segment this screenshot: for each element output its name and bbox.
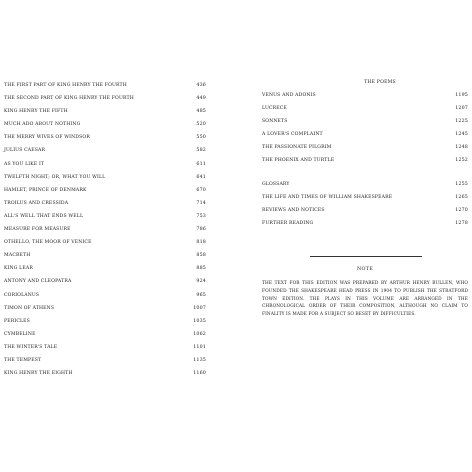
toc-entry — [4, 368, 206, 381]
back-matter-page: 1270 — [455, 207, 468, 213]
toc-entry — [4, 198, 206, 211]
toc-entry-title: THE SECOND PART OF KING HENRY THE FOURTH — [4, 96, 134, 102]
toc-entry — [4, 185, 206, 198]
contents-right-column — [262, 80, 468, 231]
poem-entry — [262, 142, 468, 155]
toc-entry — [4, 172, 206, 185]
poem-entry — [262, 116, 468, 129]
poem-entry-title: A LOVER'S COMPLAINT — [262, 132, 323, 138]
back-matter-entry — [262, 192, 468, 205]
toc-entry-page: 582 — [196, 148, 206, 154]
note-divider-rule — [310, 256, 422, 257]
poem-entry-title: SONNETS — [262, 119, 288, 125]
poem-entry-page: 1248 — [455, 145, 468, 151]
back-matter-page: 1255 — [455, 181, 468, 187]
toc-entry-page: 436 — [196, 83, 206, 88]
section-spacer — [262, 169, 468, 179]
poem-entry-title: LUCRECE — [262, 106, 287, 112]
toc-entry — [4, 211, 206, 224]
poem-entry-page: 1207 — [455, 106, 468, 112]
toc-entry-page: 965 — [196, 292, 206, 298]
poem-entry-title: THE PHOENIX AND TURTLE — [262, 158, 335, 164]
poem-entry-page: 1225 — [455, 119, 468, 125]
note-body-text: THE TEXT FOR THIS EDITION WAS PREPARED BY ARTHUR HENRY BULLEN, WHO FOUNDED THE SHAKESPEARE HEAD PRESS IN 1904 TO PUBLISH THE STRATFORD TOWN EDITION. THE PLAYS IN THIS VOLUME ARE ARRANGED IN THE CHRONOLOGICAL ORDER OF THEIR COMPOSITION, ALTHOUGH NO CLAIM TO FINALITY IS MADE FOR A SUBJECT SO BESET BY DIFFICULTIES. — [262, 281, 468, 318]
toc-entry-page: 1160 — [193, 371, 206, 377]
toc-entry — [4, 250, 206, 263]
toc-entry-title: MACBETH — [4, 253, 31, 259]
toc-entry — [4, 80, 206, 93]
toc-entry-page: 520 — [196, 122, 206, 128]
poems-heading: THE POEMS — [364, 80, 396, 85]
poem-entry — [262, 90, 468, 103]
toc-entry — [4, 316, 206, 329]
toc-entry-title: ANTONY AND CLEOPATRA — [4, 279, 72, 285]
toc-entry-title: OTHELLO, THE MOOR OF VENICE — [4, 240, 92, 246]
toc-entry-title: JULIUS CAESAR — [4, 148, 46, 154]
toc-entry-page: 1101 — [193, 344, 206, 350]
toc-entry-page: 753 — [196, 213, 206, 219]
toc-entry-title: KING HENRY THE FIFTH — [4, 109, 68, 115]
toc-entry-page: 670 — [196, 187, 206, 193]
back-matter-title: REVIEWS AND NOTICES — [262, 207, 325, 213]
toc-entry-page: 1007 — [193, 305, 206, 311]
poem-entry-page: 1252 — [455, 158, 468, 164]
note-heading: NOTE — [356, 267, 374, 272]
toc-entry-page: 1135 — [193, 357, 206, 363]
toc-entry-title: MUCH ADO ABOUT NOTHING — [4, 122, 81, 128]
back-matter-entry — [262, 179, 468, 192]
toc-entry — [4, 276, 206, 289]
toc-entry — [4, 224, 206, 237]
toc-entry-page: 924 — [196, 279, 206, 285]
toc-entry — [4, 263, 206, 276]
toc-entry — [4, 342, 206, 355]
back-matter-title: GLOSSARY — [262, 181, 290, 187]
toc-entry — [4, 237, 206, 250]
toc-entry-title: THE WINTER'S TALE — [4, 344, 58, 350]
toc-entry-page: 858 — [196, 253, 206, 259]
toc-entry-title: CYMBELINE — [4, 331, 36, 337]
poem-entry-page: 1245 — [455, 132, 468, 138]
toc-entry — [4, 119, 206, 132]
toc-entry-title: THE MERRY WIVES OF WINDSOR — [4, 135, 90, 141]
toc-entry — [4, 290, 206, 303]
toc-entry — [4, 106, 206, 119]
poem-entry — [262, 129, 468, 142]
poem-entry — [262, 103, 468, 116]
back-matter-page: 1265 — [455, 194, 468, 200]
back-matter-page: 1278 — [455, 220, 468, 226]
poem-entry-title: VENUS AND ADONIS — [262, 93, 316, 98]
toc-entry — [4, 159, 206, 172]
toc-entry — [4, 355, 206, 368]
toc-entry-title: MEASURE FOR MEASURE — [4, 227, 71, 233]
toc-entry-title: CORIOLANUS — [4, 292, 40, 298]
toc-entry-page: 641 — [196, 174, 206, 180]
toc-entry-page: 786 — [196, 227, 206, 233]
back-matter-title: FURTHER READING — [262, 220, 314, 226]
toc-entry-title: TIMON OF ATHENS — [4, 305, 55, 311]
toc-entry-page: 885 — [196, 266, 206, 272]
toc-entry-title: THE TEMPEST — [4, 357, 42, 363]
toc-entry-title: KING HENRY THE EIGHTH — [4, 371, 73, 377]
toc-entry — [4, 132, 206, 145]
toc-entry-title: KING LEAR — [4, 266, 33, 272]
toc-entry-title: THE FIRST PART OF KING HENRY THE FOURTH — [4, 83, 127, 88]
toc-entry-title: ALL'S WELL THAT ENDS WELL — [4, 213, 84, 219]
toc-entry-page: 485 — [196, 109, 206, 115]
toc-entry-page: 818 — [196, 240, 206, 246]
toc-entry-title: HAMLET, PRINCE OF DENMARK — [4, 187, 87, 193]
toc-entry-page: 1035 — [193, 318, 206, 324]
contents-left-column — [4, 80, 206, 381]
toc-entry-page: 714 — [196, 200, 206, 206]
toc-entry — [4, 303, 206, 316]
toc-entry-page: 611 — [196, 161, 206, 167]
poem-entry-title: THE PASSIONATE PILGRIM — [262, 145, 332, 151]
back-matter-entry — [262, 205, 468, 218]
toc-entry-page: 449 — [196, 96, 206, 102]
poem-entry — [262, 155, 468, 168]
toc-entry — [4, 93, 206, 106]
back-matter-title: THE LIFE AND TIMES OF WILLIAM SHAKESPEARE — [262, 194, 393, 200]
toc-entry — [4, 329, 206, 342]
toc-entry-title: TWELFTH NIGHT; OR, WHAT YOU WILL — [4, 174, 106, 180]
toc-entry-page: 550 — [196, 135, 206, 141]
back-matter-entry — [262, 218, 468, 231]
poem-entry-page: 1195 — [455, 93, 468, 98]
toc-entry-title: TROILUS AND CRESSIDA — [4, 200, 69, 206]
toc-entry-page: 1062 — [193, 331, 206, 337]
toc-entry-title: PERICLES — [4, 318, 30, 324]
toc-entry — [4, 145, 206, 158]
toc-entry-title: AS YOU LIKE IT — [4, 161, 45, 167]
